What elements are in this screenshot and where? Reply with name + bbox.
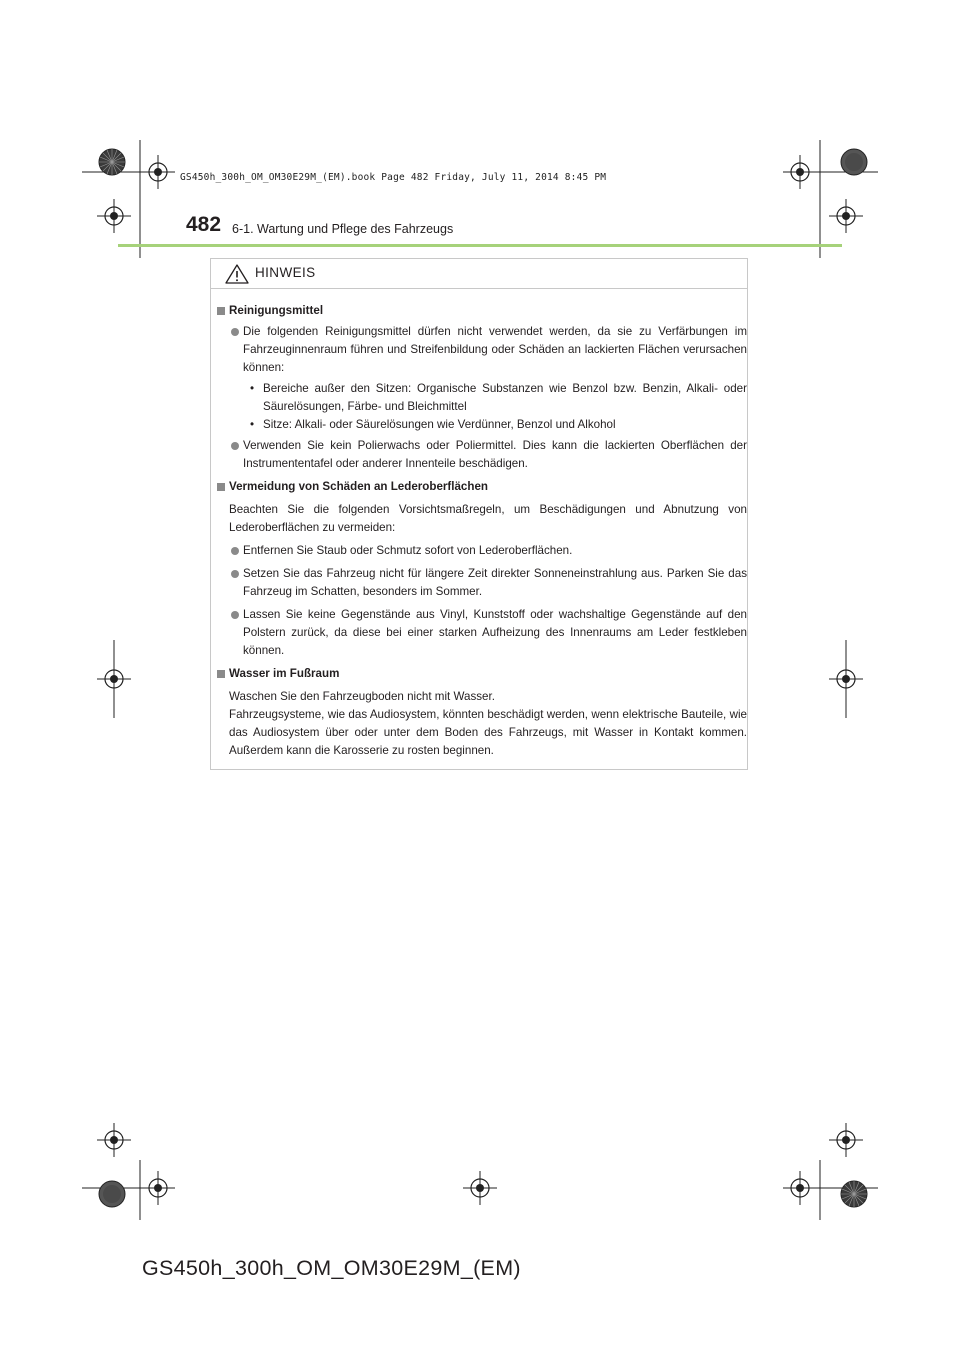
square-bullet-icon <box>217 307 225 315</box>
paragraph: Beachten Sie die folgenden Vorsichtsmaßregeln, um Beschädigungen und Abnutzung von Lederoberflächen zu vermeiden: <box>229 503 747 534</box>
square-bullet-icon <box>217 483 225 491</box>
book-info-line: GS450h_300h_OM_OM30E29M_(EM).book Page 482 Friday, July 11, 2014 8:45 PM <box>180 172 607 183</box>
circle-bullet-icon <box>231 442 239 450</box>
circle-bullet-icon <box>231 611 239 619</box>
circle-bullet-icon <box>231 570 239 578</box>
list-item: Lassen Sie keine Gegenstände aus Vinyl, Kunststoff oder wachshaltige Gegenstände auf den Polstern zurück, da diese bei einer starken Aufheizung des Innenraums am Leder festkleben können. <box>217 606 747 660</box>
circle-bullet-icon <box>231 547 239 555</box>
paragraph: Waschen Sie den Fahrzeugboden nicht mit Wasser. <box>229 690 495 703</box>
list-item: Entfernen Sie Staub oder Schmutz sofort von Lederoberflächen. <box>217 542 747 560</box>
section-title: 6-1. Wartung und Pflege des Fahrzeugs <box>232 222 454 236</box>
section-heading: Wasser im Fußraum <box>217 665 747 683</box>
document-footer: GS450h_300h_OM_OM30E29M_(EM) <box>142 1256 521 1280</box>
page-number: 482 <box>186 213 222 236</box>
paragraph: Fahrzeugsysteme, wie das Audiosystem, könnten beschädigt werden, wenn elektrische Bauteile, wie das Audiosystem über oder unter dem Boden des Fahrzeugs, mit Wasser in Kontakt kommen. Außerdem kann die Karosserie zu rosten beginnen. <box>229 708 747 757</box>
section-heading: Reinigungsmittel <box>217 302 747 320</box>
notice-header <box>211 259 747 289</box>
notice-box <box>210 258 748 770</box>
section-heading: Vermeidung von Schäden an Lederoberflächen <box>217 478 747 496</box>
circle-bullet-icon <box>231 328 239 336</box>
notice-content <box>217 299 747 760</box>
list-item: Die folgenden Reinigungsmittel dürfen nicht verwendet werden, da sie zu Verfärbungen im Fahrzeuginnenraum führen und Streifenbildung oder Schäden an lackierten Flächen verursachen können: <box>217 323 747 377</box>
header-rule <box>118 244 842 247</box>
dot-bullet-icon: • <box>250 418 255 431</box>
list-item: Verwenden Sie kein Polierwachs oder Poliermittel. Dies kann die lackierten Oberflächen der Instrumententafel oder anderer Innenteile beschädigen. <box>217 437 747 473</box>
square-bullet-icon <box>217 670 225 678</box>
sub-list-item: • Sitze: Alkali- oder Säurelösungen wie Verdünner, Benzol und Alkohol <box>217 416 747 434</box>
dot-bullet-icon: • <box>250 382 255 395</box>
sub-list-item: • Bereiche außer den Sitzen: Organische Substanzen wie Benzol bzw. Benzin, Alkali- oder Säurelösungen, Färbe- und Bleichmittel <box>250 382 747 413</box>
notice-title: HINWEIS <box>255 265 316 280</box>
list-item: Setzen Sie das Fahrzeug nicht für längere Zeit direkter Sonneneinstrahlung aus. Parken Sie das Fahrzeug im Schatten, besonders im Sommer. <box>217 565 747 601</box>
warning-triangle-icon <box>225 264 249 284</box>
